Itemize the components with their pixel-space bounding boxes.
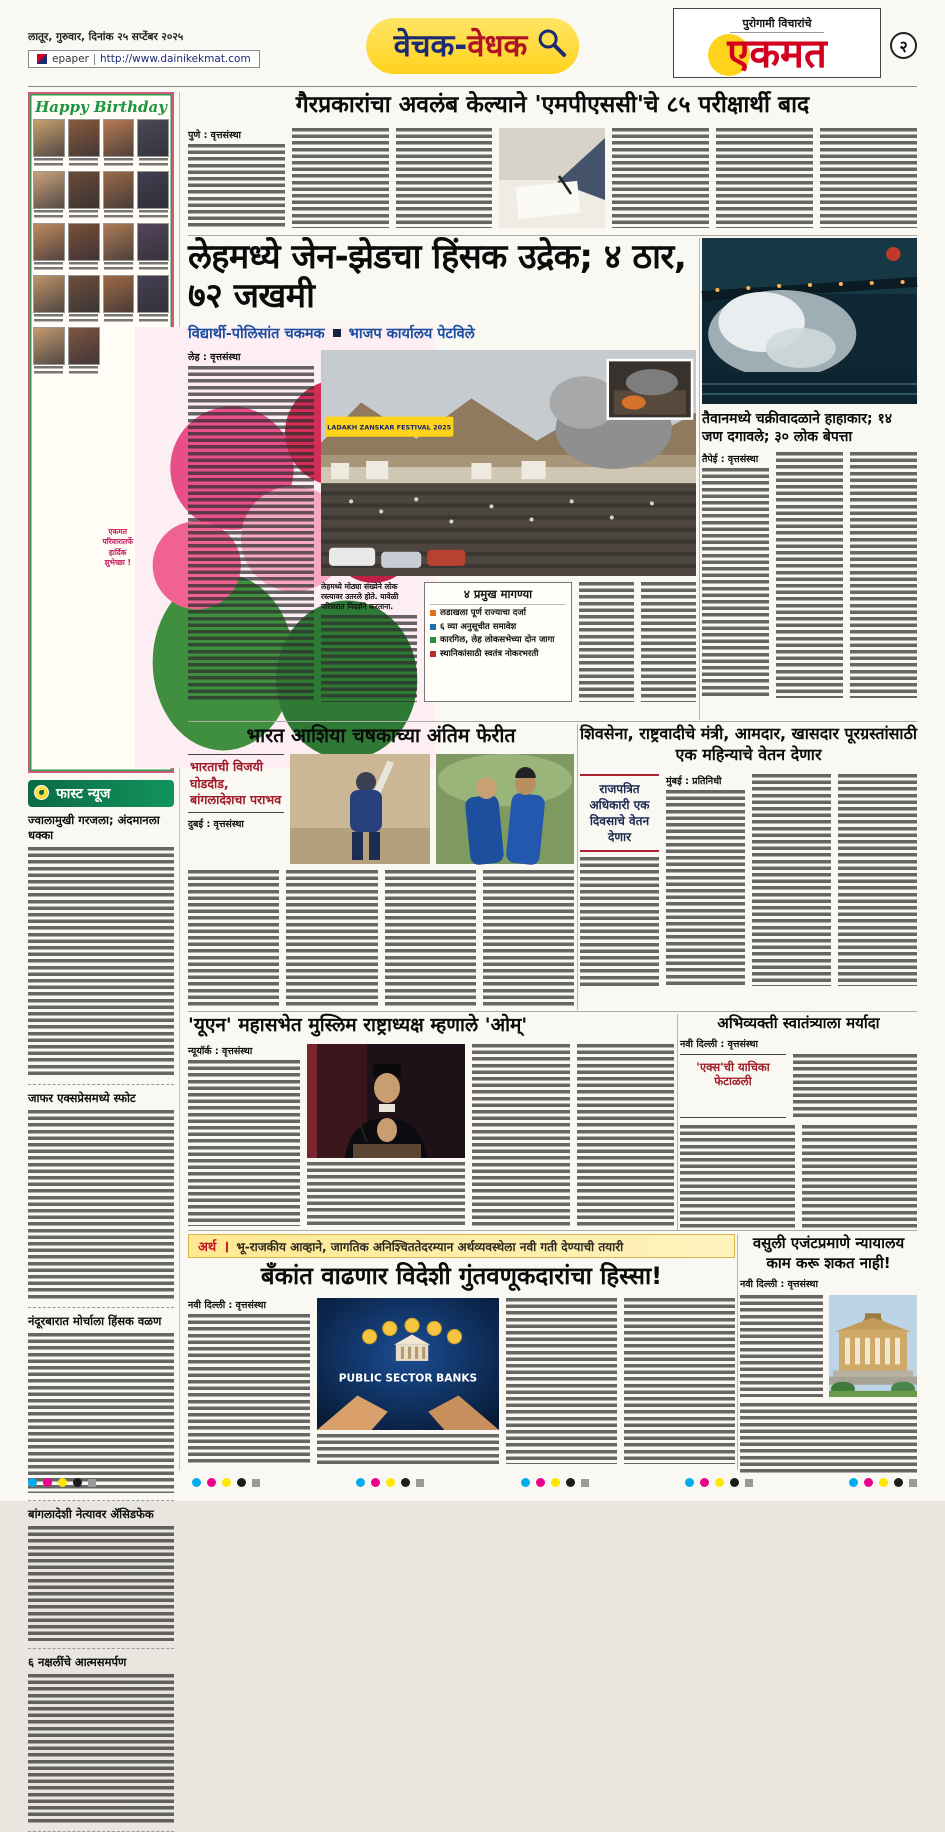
birthday-photo-cell (33, 275, 65, 324)
birthday-name (34, 262, 63, 272)
body-text (188, 366, 314, 702)
birthday-photo-cell (103, 119, 135, 168)
birthday-greeting: एकमत परिवारातर्फे हार्दिक शुभेच्छा ! (102, 527, 133, 567)
fast-news-title: फास्ट न्यूज (56, 786, 111, 803)
salary-headline: शिवसेना, राष्ट्रवादीचे मंत्री, आमदार, खासदार पूरग्रस्तांसाठी एक महिन्याचे वेतन देणार (580, 724, 918, 764)
birthday-photo-cell (103, 171, 135, 220)
section-rule (188, 1011, 917, 1012)
economy-banner (188, 1234, 735, 1258)
birthday-bottom (103, 327, 170, 768)
epaper-icon (37, 54, 47, 64)
birthday-photo (103, 171, 135, 209)
section-title-word1: वेचक (393, 28, 455, 64)
body-text (624, 1298, 735, 1464)
body-text (802, 1125, 917, 1231)
masthead-title: एकमत (674, 33, 880, 75)
registration-group (849, 1478, 917, 1487)
fast-news-item (28, 807, 174, 1085)
dateline: लातूर, गुरुवार, दिनांक २५ सप्टेंबर २०२५ (28, 31, 184, 43)
section-title-sep: - (454, 28, 468, 64)
birthday-photo (33, 119, 65, 157)
section-rule (188, 1230, 917, 1231)
body-text (396, 128, 493, 228)
economy-banner-text: भू-राजकीय आव्हाने, जागतिक अनिश्चिततेदरम्यान अर्थव्यवस्थेला नवी गती देण्याची तयारी (236, 1239, 624, 1254)
demand-text: लडाखला पूर्ण राज्याचा दर्जा (440, 607, 526, 618)
cricket-byline: दुबई : वृत्तसंस्था (188, 819, 244, 831)
mpsc-byline: पुणे : वृत्तसंस्था (188, 129, 241, 141)
registration-dot (864, 1478, 873, 1487)
section-title (366, 18, 580, 74)
registration-dot (521, 1478, 530, 1487)
body-text (286, 870, 377, 1006)
birthday-photo (68, 171, 100, 209)
birthday-name (69, 314, 98, 324)
birthday-photo-cell (68, 171, 100, 220)
body-text (188, 870, 279, 1006)
birthday-photo-cell (33, 119, 65, 168)
website-link[interactable]: http://www.dainikekmat.com (100, 53, 251, 65)
registration-dot (58, 1478, 67, 1487)
bank-headline: बँकांत वाढणार विदेशी गुंतवणूकदारांचा हिस्सा! (260, 1262, 663, 1290)
fast-news-headline: जाफर एक्सप्रेसमध्ये स्फोट (28, 1091, 136, 1106)
birthday-photo (68, 223, 100, 261)
demand-text: ६ व्या अनुसूचीत समावेश (440, 621, 517, 632)
birthday-name (69, 366, 98, 376)
body-text (317, 1434, 499, 1464)
registration-dot (401, 1478, 410, 1487)
bank-investment-photo (317, 1298, 499, 1430)
body-text (483, 870, 574, 1006)
body-text (188, 1060, 300, 1226)
x-headline: अभिव्यक्ती स्वातंत्र्याला मर्यादा (717, 1014, 880, 1032)
cricket-subhead: भारताची विजयी घोडदौड, बांगलादेशचा पराभव (188, 754, 284, 813)
taiwan-byline: तैपेई : वृत्तसंस्था (702, 454, 759, 466)
birthday-photo (103, 223, 135, 261)
leh-protest-photo (321, 350, 696, 576)
fast-news-body (28, 1110, 174, 1300)
birthday-photo-cell (68, 327, 100, 768)
body-text (740, 1403, 917, 1475)
birthday-photo (103, 119, 135, 157)
story-salary (580, 724, 917, 1010)
birthday-name (104, 314, 133, 324)
birthday-name (139, 158, 168, 168)
section-title-word2: वेधक (467, 28, 528, 64)
registration-dot (73, 1478, 82, 1487)
body-text (641, 582, 696, 702)
birthday-name (34, 314, 63, 324)
birthday-photo (103, 275, 135, 313)
birthday-photo-cell (68, 275, 100, 324)
body-text (472, 1044, 570, 1226)
body-text (321, 615, 417, 702)
registration-dot (356, 1478, 365, 1487)
registration-square (745, 1479, 753, 1487)
page-number: २ (890, 32, 917, 59)
registration-dot (879, 1478, 888, 1487)
birthday-photo (33, 327, 65, 365)
column-rule (677, 1014, 678, 1230)
court-byline: नवी दिल्ली : वृत्तसंस्था (740, 1279, 818, 1290)
body-text (740, 1295, 823, 1397)
birthday-name (104, 210, 133, 220)
salary-subhead: राजपत्रित अधिकारी एक दिवसाचे वेतन देणार (580, 774, 659, 853)
birthday-name (34, 366, 63, 376)
birthday-name (69, 262, 98, 272)
fast-news-header (28, 780, 174, 807)
birthday-photo (68, 327, 100, 365)
section-rule (188, 235, 917, 236)
birthday-photo-cell (103, 223, 135, 272)
fast-news-headline: बांगलादेशी नेत्यावर ॲसिडफेक (28, 1506, 154, 1521)
registration-square (88, 1479, 96, 1487)
magnifier-icon (537, 28, 567, 58)
birthday-photo (33, 223, 65, 261)
story-leh (188, 238, 696, 720)
birthday-photo-cell (33, 171, 65, 220)
birthday-name (139, 210, 168, 220)
birthday-photo-cell (137, 223, 169, 272)
registration-dot (192, 1478, 201, 1487)
fast-news-body (28, 847, 174, 1077)
body-text (680, 1125, 795, 1231)
fast-news-item (28, 1085, 174, 1308)
mpsc-headline: गैरप्रकारांचा अवलंब केल्याने 'एमपीएससी'चे ८५ परीक्षार्थी बाद (295, 92, 810, 118)
column-rule (577, 724, 578, 1010)
body-text (506, 1298, 617, 1464)
birthday-photo (68, 275, 100, 313)
birthday-box (28, 92, 174, 773)
court-headline: वसुली एजंटप्रमाणे न्यायालय काम करू शकत नाही! (752, 1234, 905, 1272)
registration-dot (730, 1478, 739, 1487)
demands-list (430, 608, 566, 660)
bank-byline: नवी दिल्ली : वृत्तसंस्था (188, 1299, 266, 1311)
registration-marks (28, 1478, 917, 1487)
demand-text: कारगिल, लेह लोकसभेच्या दोन जागा (440, 635, 555, 646)
birthday-name (139, 314, 168, 324)
masthead-tagline: पुरोगामी विचारांचे (730, 16, 823, 33)
birthday-photo (137, 171, 169, 209)
taiwan-headline: तैवानमध्ये चक्रीवादळाने हाहाकार; १४ जण दगावले; ३० लोक बेपत्ता (702, 411, 893, 446)
mpsc-exam-photo (499, 128, 605, 228)
fast-news-body (28, 1333, 174, 1493)
birthday-title: Happy Birthday (35, 98, 167, 116)
demand-bullet (430, 624, 436, 630)
fast-news-item (28, 1308, 174, 1501)
cricket-celebration-photo (436, 754, 574, 864)
birthday-photo (33, 171, 65, 209)
birthday-photo-cell (137, 275, 169, 324)
body-text (580, 857, 659, 985)
main-content (188, 92, 917, 1470)
story-bank (188, 1262, 735, 1470)
un-speaker-photo (307, 1044, 465, 1158)
square-separator (333, 329, 341, 337)
cricket-batsman-photo (290, 754, 430, 864)
divider (94, 54, 95, 65)
birthday-name (104, 158, 133, 168)
registration-dot (222, 1478, 231, 1487)
body-text (188, 144, 285, 228)
body-text (577, 1044, 675, 1226)
birthday-photo (137, 223, 169, 261)
page-header (28, 6, 917, 84)
body-text (820, 128, 917, 228)
body-text (188, 1314, 310, 1464)
registration-square (252, 1479, 260, 1487)
birthday-photo-cell (33, 327, 65, 768)
story-mpsc (188, 92, 917, 235)
fast-news-item (28, 1501, 174, 1649)
registration-square (581, 1479, 589, 1487)
un-byline: न्यूयॉर्क : वृत्तसंस्था (188, 1045, 253, 1057)
body-text (752, 774, 831, 986)
story-taiwan (702, 238, 917, 720)
leh-photo-banner-text: LADAKH ZANSKAR FESTIVAL 2025 (327, 423, 452, 432)
fast-news-headline: नंदूरबारात मोर्चाला हिंसक वळण (28, 1313, 162, 1328)
demand-item (430, 649, 566, 660)
registration-dot (536, 1478, 545, 1487)
registration-group (192, 1478, 260, 1487)
leh-subhead-right: भाजप कार्यालय पेटविले (348, 325, 475, 342)
leh-byline: लेह : वृत्तसंस्था (188, 351, 241, 363)
leh-demands-box (424, 582, 572, 702)
birthday-name (69, 210, 98, 220)
birthday-name (34, 210, 63, 220)
birthday-photo (137, 119, 169, 157)
birthday-name (34, 158, 63, 168)
fast-news-headline: ज्वालामुखी गरजला; अंदमानला धक्का (28, 813, 160, 843)
story-court (740, 1234, 917, 1470)
registration-dot (386, 1478, 395, 1487)
registration-group (356, 1478, 424, 1487)
birthday-photo (68, 119, 100, 157)
un-headline: 'यूएन' महासभेत मुस्लिम राष्ट्राध्यक्ष म्हणाले 'ओम्' (188, 1014, 528, 1036)
registration-dot (43, 1478, 52, 1487)
birthday-name (139, 262, 168, 272)
birthday-name (104, 262, 133, 272)
registration-square (909, 1479, 917, 1487)
body-text (292, 128, 389, 228)
birthday-photo-cell (137, 171, 169, 220)
economy-banner-separator: । (223, 1237, 230, 1256)
body-text (702, 468, 769, 698)
birthday-photo (137, 275, 169, 313)
fast-news-body (28, 1526, 174, 1641)
story-cricket (188, 724, 574, 1010)
leh-subhead (188, 323, 696, 343)
body-text (776, 452, 843, 698)
leh-photo-caption: लेहमध्ये मोठ्या संख्येने लोक रस्त्यावर उतरले होते. यावेळी परिसरात निदर्शने करताना. (321, 581, 399, 612)
column-rule (737, 1234, 738, 1470)
story-un (188, 1014, 674, 1230)
demand-bullet (430, 651, 436, 657)
registration-dot (700, 1478, 709, 1487)
fast-news-body (28, 1674, 174, 1824)
body-text (666, 790, 745, 986)
registration-group (685, 1478, 753, 1487)
registration-dot (715, 1478, 724, 1487)
epaper-label[interactable]: epaper (52, 53, 90, 65)
birthday-photo-cell (68, 119, 100, 168)
birthday-name (69, 158, 98, 168)
registration-dot (685, 1478, 694, 1487)
body-text (793, 1054, 917, 1118)
cricket-headline: भारत आशिया चषकाच्या अंतिम फेरीत (246, 724, 516, 747)
demand-bullet (430, 637, 436, 643)
fast-news-headline: ६ नक्षलींचे आत्मसमर्पण (28, 1654, 127, 1669)
demand-bullet (430, 610, 436, 616)
registration-dot (894, 1478, 903, 1487)
registration-square (416, 1479, 424, 1487)
taiwan-typhoon-photo (702, 238, 917, 404)
masthead (673, 8, 881, 78)
registration-dot (371, 1478, 380, 1487)
column-rule (699, 238, 700, 720)
leh-headline: लेहमध्ये जेन-झेडचा हिंसक उद्रेक; ४ ठार, ७२ जखमी (188, 237, 687, 317)
birthday-photo-cell (33, 223, 65, 272)
registration-dot (849, 1478, 858, 1487)
body-text (385, 870, 476, 1006)
body-text (716, 128, 813, 228)
body-text (838, 774, 917, 986)
registration-dot (207, 1478, 216, 1487)
demands-title: ४ प्रमुख मागण्या (430, 587, 566, 605)
header-rule (28, 86, 917, 87)
body-text (307, 1162, 465, 1226)
registration-dot (28, 1478, 37, 1487)
body-text (850, 452, 917, 698)
x-subhead: 'एक्स'ची याचिका फेटाळली (680, 1054, 786, 1118)
story-x-petition (680, 1014, 917, 1230)
body-text (579, 582, 634, 702)
bank-photo-text: PUBLIC SECTOR BANKS (338, 1371, 478, 1385)
registration-group (28, 1478, 96, 1487)
x-byline: नवी दिल्ली : वृत्तसंस्था (680, 1038, 758, 1050)
supreme-court-photo (829, 1295, 917, 1397)
leh-subhead-left: विद्यार्थी-पोलिसांत चकमक (188, 325, 325, 342)
birthday-photo (33, 275, 65, 313)
birthday-photo-cell (137, 119, 169, 168)
body-text (612, 128, 709, 228)
economy-banner-label: अर्थ (198, 1240, 217, 1255)
birthday-photo-cell (68, 223, 100, 272)
birthday-grid (33, 119, 169, 768)
section-rule (188, 721, 917, 722)
registration-group (521, 1478, 589, 1487)
demand-item (430, 608, 566, 619)
birthday-photo-cell (103, 275, 135, 324)
epaper-box (28, 50, 260, 68)
fast-news-item (28, 1649, 174, 1832)
demand-item (430, 622, 566, 633)
salary-byline: मुंबई : प्रतिनिधी (666, 775, 722, 787)
registration-dot (551, 1478, 560, 1487)
registration-dot (237, 1478, 246, 1487)
demand-text: स्थानिकांसाठी स्वतंत्र नोकरभरती (440, 648, 539, 659)
registration-dot (566, 1478, 575, 1487)
fast-news-list (28, 807, 174, 1832)
fast-news-icon (34, 785, 49, 800)
sidebar (28, 92, 180, 1669)
demand-item (430, 635, 566, 646)
